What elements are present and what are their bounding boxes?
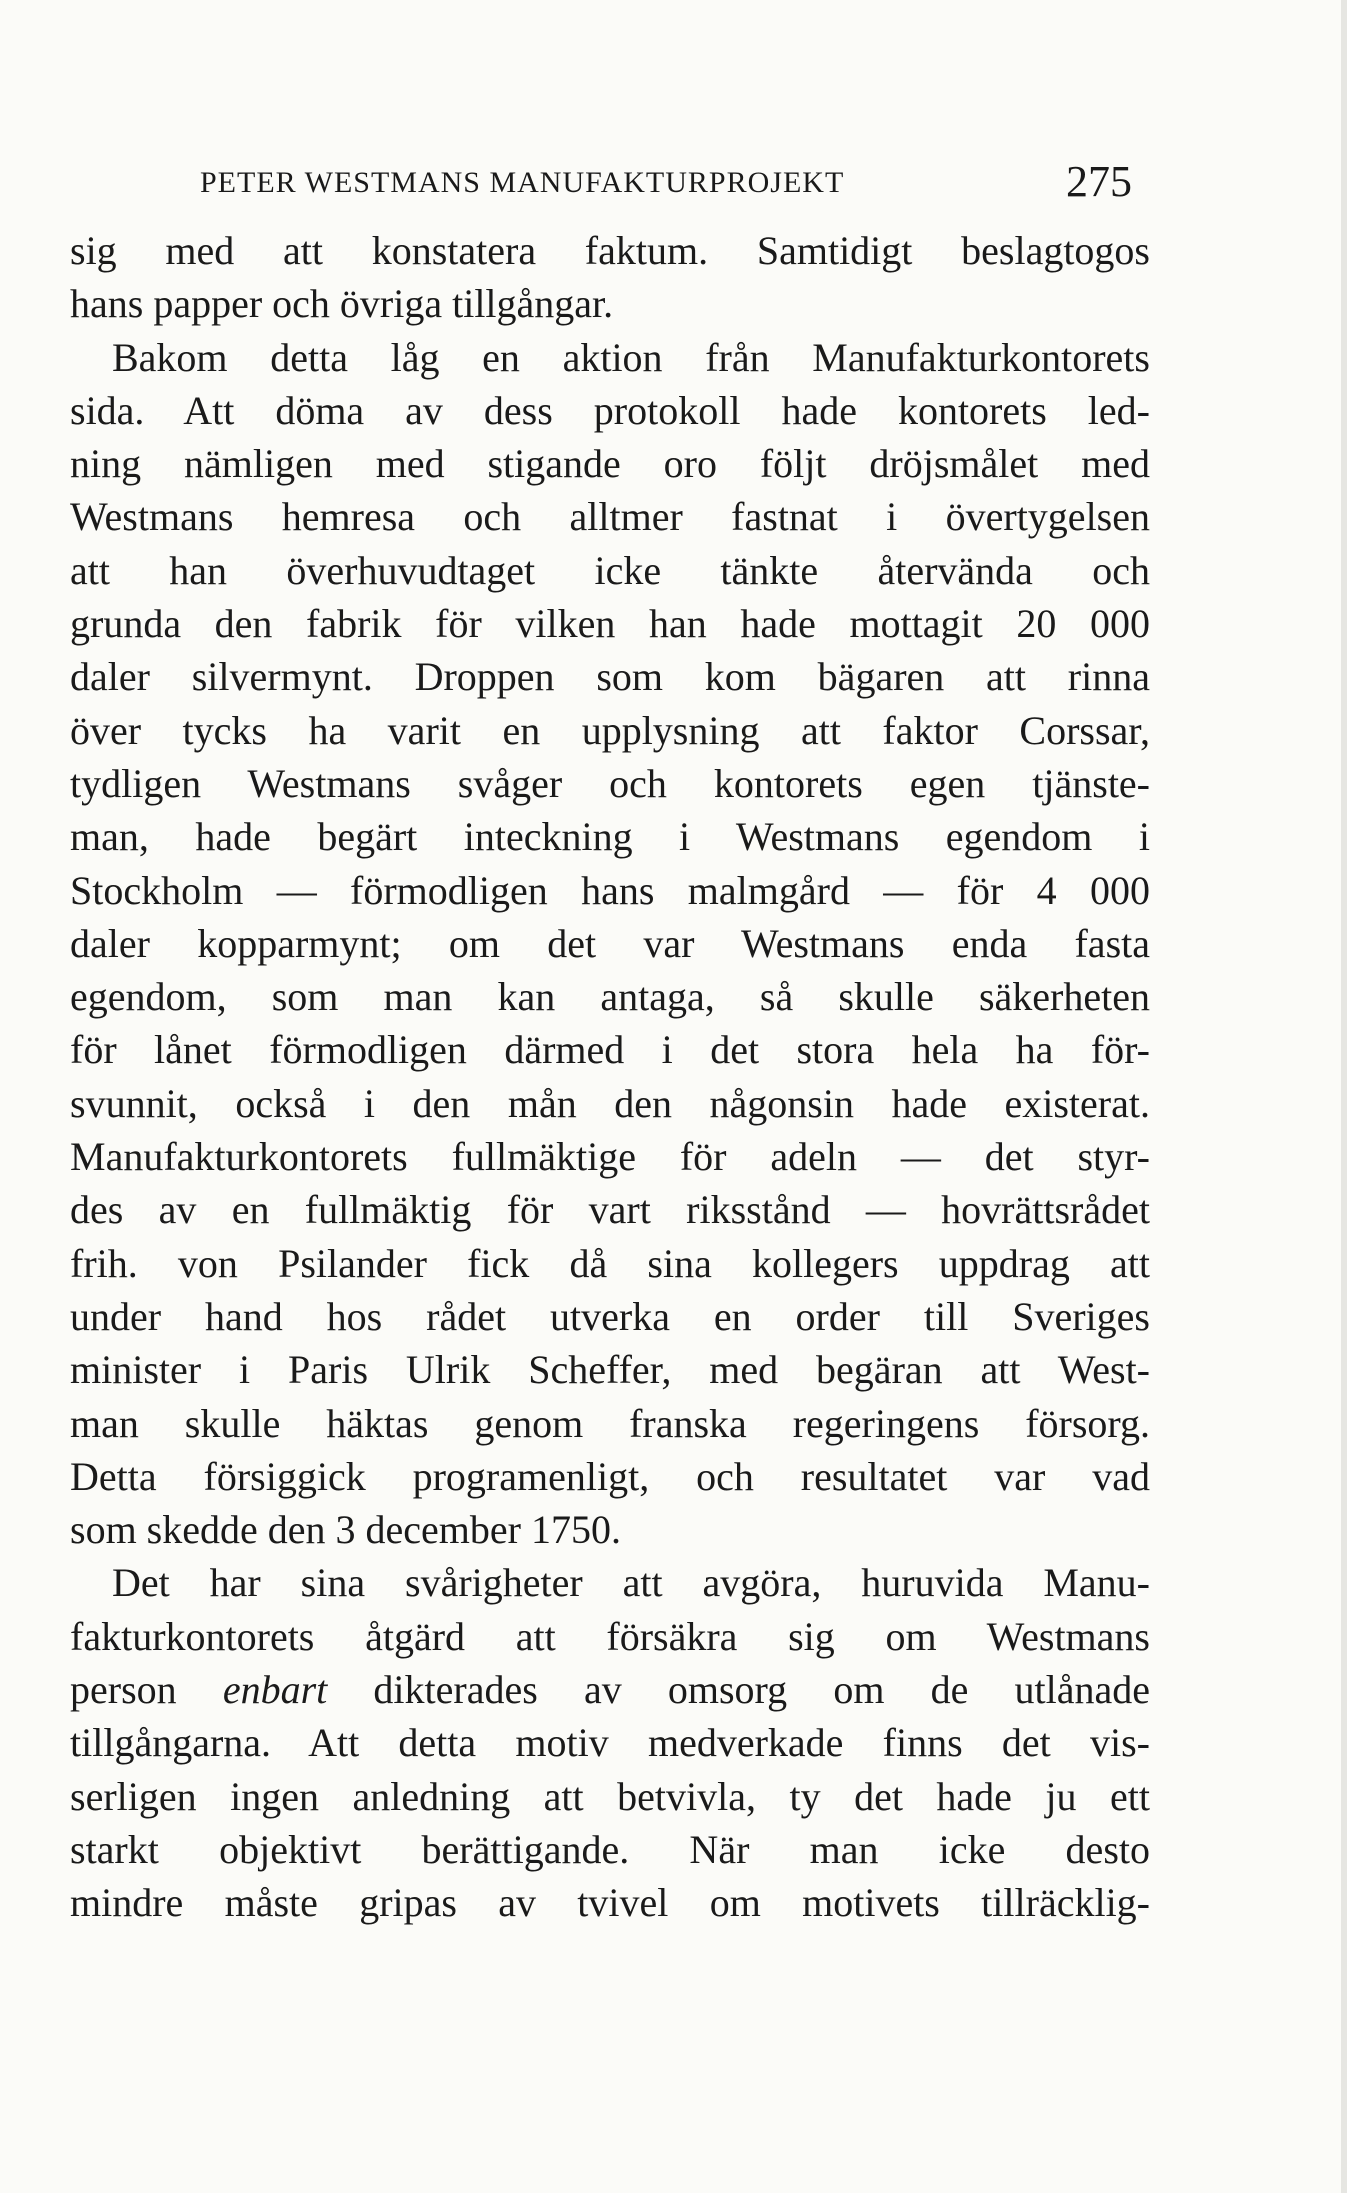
text-line: starkt objektivt berättigande. När man icke desto (70, 1826, 1150, 1872)
header-title: PETER WESTMANS MANUFAKTURPROJEKT (200, 166, 845, 199)
text-line: serligen ingen anledning att betvivla, ty det hade ju ett (70, 1773, 1150, 1819)
running-header (200, 156, 1132, 206)
text-line: Stockholm — förmodligen hans malmgård — för 4 000 (70, 867, 1150, 913)
text-line: tydligen Westmans svåger och kontorets egen tjänste- (70, 760, 1150, 806)
text-line: för lånet förmodligen därmed i det stora hela ha för- (70, 1027, 1150, 1073)
text-line: man skulle häktas genom franska regeringens försorg. (70, 1400, 1150, 1446)
text-line: Detta försiggick programenligt, och resultatet var vad (70, 1453, 1150, 1499)
text-line: frih. von Psilander fick då sina kollegers uppdrag att (70, 1240, 1150, 1286)
text-run: dikterades av omsorg om de utlånade (327, 1667, 1151, 1713)
text-line: sida. Att döma av dess protokoll hade kontorets led- (70, 387, 1150, 433)
text-line: grunda den fabrik för vilken han hade mottagit 20 000 (70, 601, 1150, 647)
text-line: des av en fullmäktig för vart riksstånd — hovrättsrådet (70, 1187, 1150, 1233)
text-line: fakturkontorets åtgärd att försäkra sig om Westmans (70, 1613, 1150, 1659)
text-line: att han överhuvudtaget icke tänkte återvända och (70, 547, 1150, 593)
text-line: minister i Paris Ulrik Scheffer, med begäran att West- (70, 1347, 1150, 1393)
text-line: svunnit, också i den mån den någonsin hade existerat. (70, 1080, 1150, 1126)
paragraph-first-line: Det har sina svårigheter att avgöra, huruvida Manu- (112, 1560, 1150, 1606)
paragraph-first-line: Bakom detta låg en aktion från Manufakturkontorets (112, 334, 1150, 380)
emphasis-word: enbart (222, 1667, 328, 1713)
text-line: Manufakturkontorets fullmäktige för adeln — det styr- (70, 1134, 1150, 1180)
text-line: under hand hos rådet utverka en order till Sveriges (70, 1293, 1150, 1339)
text-line: mindre måste gripas av tvivel om motivets tillräcklig- (70, 1880, 1150, 1926)
body-text (70, 224, 1150, 1930)
page-edge (1341, 0, 1347, 2193)
text-line: sig med att konstatera faktum. Samtidigt beslagtogos (70, 228, 1150, 273)
text-run: person (70, 1667, 223, 1713)
text-line: daler kopparmynt; om det var Westmans enda fasta (70, 920, 1150, 966)
text-line: över tycks ha varit en upplysning att faktor Corssar, (70, 707, 1150, 753)
text-line: hans papper och övriga tillgångar. (70, 281, 614, 327)
text-line (70, 1663, 1150, 1716)
text-line: som skedde den 3 december 1750. (70, 1507, 621, 1553)
page-number: 275 (1066, 157, 1132, 206)
text-line: egendom, som man kan antaga, så skulle säkerheten (70, 974, 1150, 1020)
text-line: ning nämligen med stigande oro följt dröjsmålet med (70, 441, 1150, 487)
text-line: Westmans hemresa och alltmer fastnat i övertygelsen (70, 494, 1150, 540)
text-line: tillgångarna. Att detta motiv medverkade finns det vis- (70, 1720, 1150, 1766)
text-line: daler silvermynt. Droppen som kom bägaren att rinna (70, 654, 1150, 700)
text-line: man, hade begärt inteckning i Westmans egendom i (70, 814, 1150, 860)
